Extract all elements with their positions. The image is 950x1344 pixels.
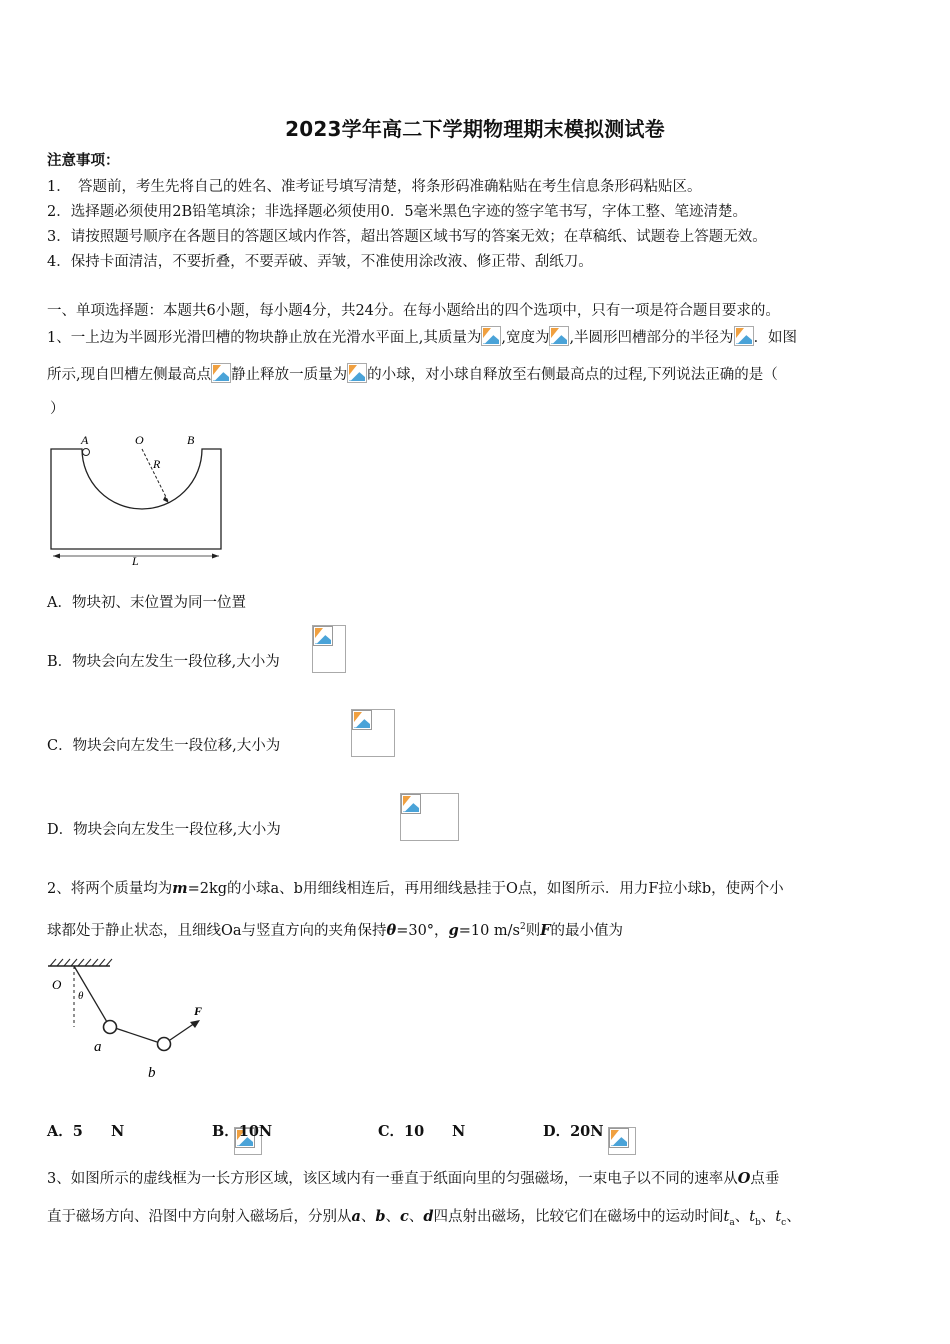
q3-stem-line2: 直于磁场方向、沿图中方向射入磁场后，分别从a、b、c、d四点射出磁场，比较它们在磁场中的运动时间$t_a$、$t_b$、$t_c$、 [47,1208,801,1228]
q3-text: 直于磁场方向、沿图中方向射入磁场后，分别从 [47,1209,352,1225]
label-R: R [153,457,161,471]
label-A: A [81,433,89,447]
page-title: 2023学年高二下学期物理期末模拟测试卷 [285,117,665,141]
var-t: t [775,1209,782,1225]
q2-stem-line2 [47,917,623,941]
label-O: O [52,977,62,992]
q2-option-d: D．20N [543,1123,604,1140]
ball-a [104,1021,117,1034]
broken-image-icon [608,1127,636,1155]
notice-item-2: 2．选择题必须使用2B铅笔填涂；非选择题必须使用0．5毫米黑色字迹的签字笔书写，字体工整、笔迹清楚。 [47,204,748,220]
q1-option-c: C．物块会向左发生一段位移,大小为 [47,738,281,754]
q1-text: ,半圆形凹槽部分的半径为 [569,330,734,346]
q2-option-a-unit: N [111,1123,125,1140]
label-O: O [135,433,144,447]
var-O: O [737,1170,751,1187]
q1-text: 1、一上边为半圆形光滑凹槽的物块静止放在光滑水平面上,其质量为 [47,330,482,346]
notice-item-4: 4．保持卡面清洁，不要折叠，不要弄破、弄皱，不准使用涂改液、修正带、刮纸刀。 [47,254,593,270]
q2-figure [44,955,220,1087]
broken-image-icon [211,363,231,383]
force-arrow [170,1023,195,1040]
var-b: b [375,1208,386,1225]
q2-text: =2kg的小球a、b用细线相连后，再用细线悬挂于O点，如图所示．用力F拉小球b，使两个小 [187,881,784,897]
q1-text: ．如图 [753,330,798,346]
q3-text: 点垂 [750,1171,780,1187]
notice-heading: 注意事项： [47,152,120,169]
q2-text: 的最小值为 [550,923,624,939]
q2-text: =30°， [396,923,449,939]
q1-stem-line2 [47,363,778,385]
q1-option-a: A．物块初、末位置为同一位置 [47,595,246,611]
q1-text: 静止释放一质量为 [231,367,348,383]
q1-stem-line1 [47,326,797,348]
block-outline [51,449,221,549]
q3-text: 3、如图所示的虚线框为一长方形区域，该区域内有一垂直于纸面向里的匀强磁场，一束电子以不同的速率从 [47,1171,738,1187]
broken-image-icon [347,363,367,383]
var-a: a [351,1208,361,1225]
q2-text: 则 [525,923,541,939]
q1-option-d: D．物块会向左发生一段位移,大小为 [47,822,281,838]
label-B: B [187,433,195,447]
q2-option-a: A．5 [47,1123,83,1140]
label-theta: θ [78,990,84,1002]
superscript: 2 [520,922,526,932]
var-d: d [423,1208,434,1225]
broken-image-icon [312,625,346,673]
var-c: c [400,1208,409,1225]
q2-option-c: C．10 [378,1123,425,1140]
broken-image-icon [734,326,754,346]
var-m: m [172,880,188,897]
broken-image-icon [400,793,459,841]
section-heading: 一、单项选择题：本题共6小题，每小题4分，共24分。在每小题给出的四个选项中，只有一项是符合题目要求的。 [47,303,780,319]
label-b: b [148,1065,156,1081]
label-a: a [94,1039,102,1055]
q1-figure [44,430,230,570]
q1-text: ,宽度为 [501,330,550,346]
notice-item-1: 1． 答题前，考生先将自己的姓名、准考证号填写清楚，将条形码准确粘贴在考生信息条形码粘贴区。 [47,179,702,195]
q2-text: 2、将两个质量均为 [47,881,173,897]
q1-text: 的小球，对小球自释放至右侧最高点的过程,下列说法正确的是（ [367,367,778,383]
var-g: g [448,922,459,939]
q3-text: 四点射出磁场，比较它们在磁场中的运动时间 [433,1209,724,1225]
var-theta: θ [386,922,397,939]
q2-option-b: B．10N [212,1123,273,1140]
q2-stem-line1 [47,879,784,899]
q2-option-c-unit: N [452,1123,466,1140]
broken-image-icon [481,326,501,346]
var-F: F [540,922,551,939]
q3-stem-line1 [47,1169,779,1189]
string-ab [115,1028,157,1042]
q1-stem-line3: ） [50,401,65,417]
broken-image-icon [351,709,395,757]
q1-option-b: B．物块会向左发生一段位移,大小为 [47,654,280,670]
ball [83,449,90,456]
notice-item-3: 3．请按照题号顺序在各题目的答题区域内作答，超出答题区域书写的答案无效；在草稿纸、试题卷上答题无效。 [47,229,767,245]
var-t: t [749,1209,756,1225]
broken-image-icon [549,326,569,346]
label-F: F [194,1004,203,1018]
var-t: t [723,1209,730,1225]
q2-text: =10 m/s [458,923,520,939]
q1-text: 所示,现自凹槽左侧最高点 [47,367,212,383]
ball-b [158,1038,171,1051]
label-L: L [132,554,139,568]
q2-text: 球都处于静止状态，且细线Oa与竖直方向的夹角保持 [47,923,387,939]
